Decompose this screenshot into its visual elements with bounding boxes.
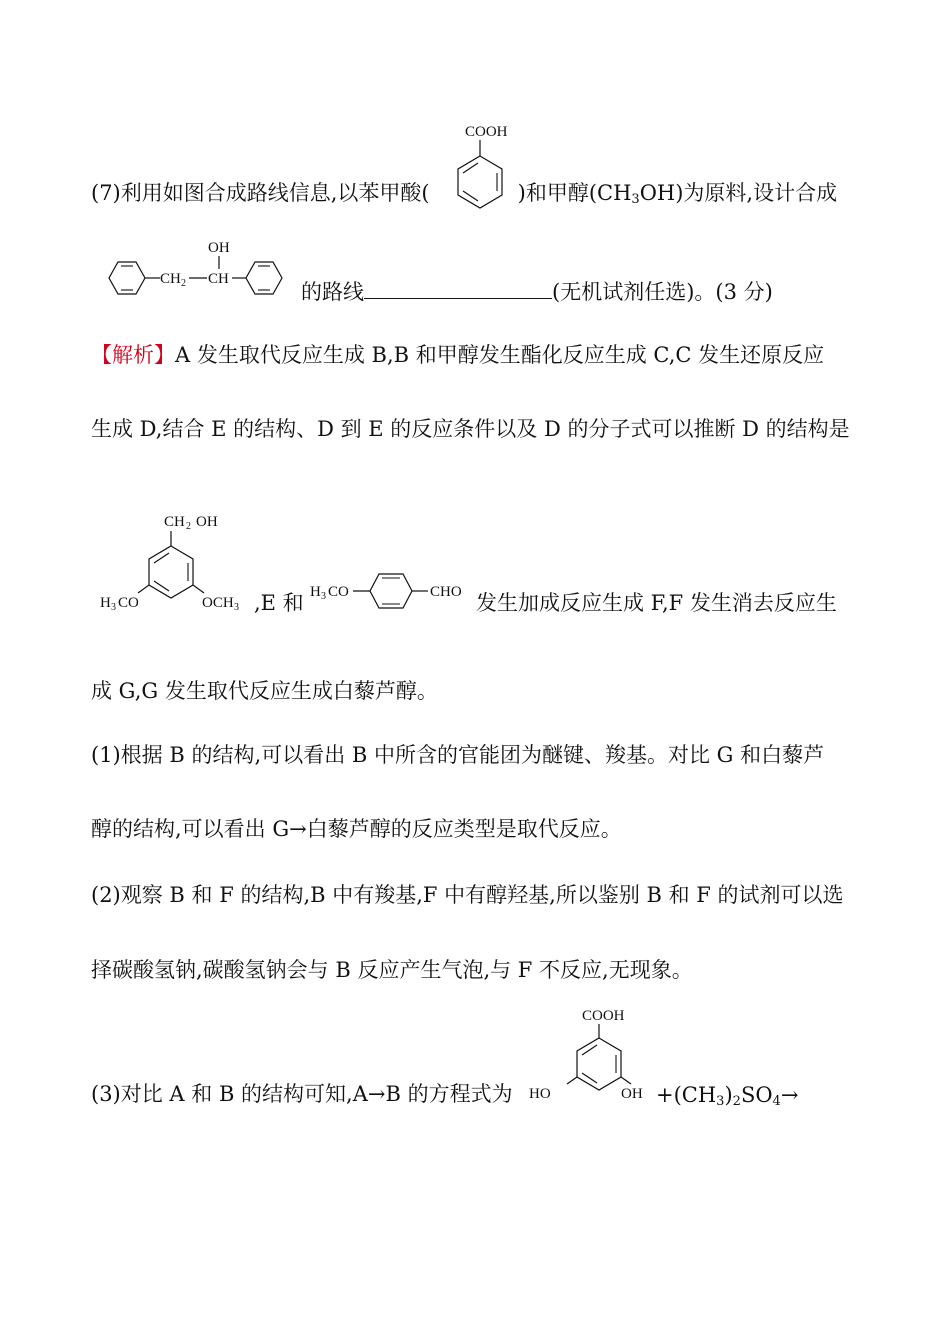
- svg-text:OH: OH: [196, 514, 218, 530]
- benzoic-acid-structure: [440, 118, 530, 214]
- a-oh-label: OH: [621, 1086, 643, 1102]
- svg-text:CO: CO: [118, 595, 139, 611]
- jiexi-line-2: 生成 D,结合 E 的结构、D 到 E 的反应条件以及 D 的分子式可以推断 D 的结构是: [91, 417, 850, 441]
- jiexi-line-3-end: 发生加成反应生成 F,F 发生消去反应生: [476, 591, 837, 615]
- svg-text:CO: CO: [328, 584, 349, 600]
- target-structure: [96, 236, 301, 306]
- h3co-label: H: [310, 584, 321, 600]
- cooh-label: COOH: [465, 124, 508, 140]
- a-ho-label: HO: [529, 1086, 551, 1102]
- a-cooh-label: COOH: [582, 1008, 625, 1024]
- ch2-label: CH: [160, 271, 181, 287]
- jiexi-line-3-mid: ,E 和: [254, 591, 304, 615]
- q7-text-1: (7)利用如图合成路线信息,以苯甲酸(: [91, 181, 430, 205]
- p3-reagent: $+(CH_3)_2SO_4\to$: [656, 1083, 799, 1109]
- p1-line-2: 醇的结构,可以看出 G→白藜芦醇的反应类型是取代反应。: [91, 817, 622, 841]
- route-label: 的路线: [301, 280, 364, 304]
- route-line: [301, 277, 773, 307]
- svg-text:2: 2: [186, 521, 191, 532]
- route-tail: (无机试剂任选)。(3 分): [552, 280, 773, 304]
- p3-line-1: (3)对比 A 和 B 的结构可知,A→B 的方程式为: [91, 1082, 513, 1106]
- jiexi-line-1: 【解析】A 发生取代反应生成 B,B 和甲醇发生酯化反应生成 C,C 发生还原反应: [91, 343, 825, 367]
- d-structure: [98, 508, 258, 618]
- ch2oh-label: CH: [164, 514, 185, 530]
- q7-text-3: OH)为原料,设计合成: [639, 181, 838, 205]
- svg-text:3: 3: [111, 602, 116, 613]
- svg-text:3: 3: [234, 602, 239, 613]
- answer-blank[interactable]: [364, 278, 552, 299]
- h3co-left-label: H: [100, 595, 111, 611]
- p1-line-1: (1)根据 B 的结构,可以看出 B 中所含的官能团为醚键、羧基。对比 G 和白藜芦: [91, 743, 825, 767]
- e-structure: [308, 566, 474, 616]
- jiexi-tag: 【解析】: [91, 343, 175, 367]
- cho-label: CHO: [430, 584, 462, 600]
- och3-right-label: OCH: [202, 595, 234, 611]
- jiexi-line-4: 成 G,G 发生取代反应生成白藜芦醇。: [91, 679, 438, 703]
- ch-label: CH: [208, 271, 229, 287]
- p2-line-1: (2)观察 B 和 F 的结构,B 中有羧基,F 中有醇羟基,所以鉴别 B 和 F 的试剂可以选: [91, 883, 844, 907]
- a-structure: [527, 1002, 657, 1106]
- svg-text:3: 3: [321, 591, 326, 602]
- oh-label: OH: [208, 240, 230, 256]
- q7-line: (7)利用如图合成路线信息,以苯甲酸( )和甲醇$(CH_3OH)$为原料,设计合成: [91, 181, 838, 207]
- svg-text:2: 2: [181, 278, 186, 289]
- p2-line-2: 择碳酸氢钠,碳酸氢钠会与 B 反应产生气泡,与 F 不反应,无现象。: [91, 958, 693, 982]
- q7-text-2: )和甲醇(CH: [517, 181, 632, 205]
